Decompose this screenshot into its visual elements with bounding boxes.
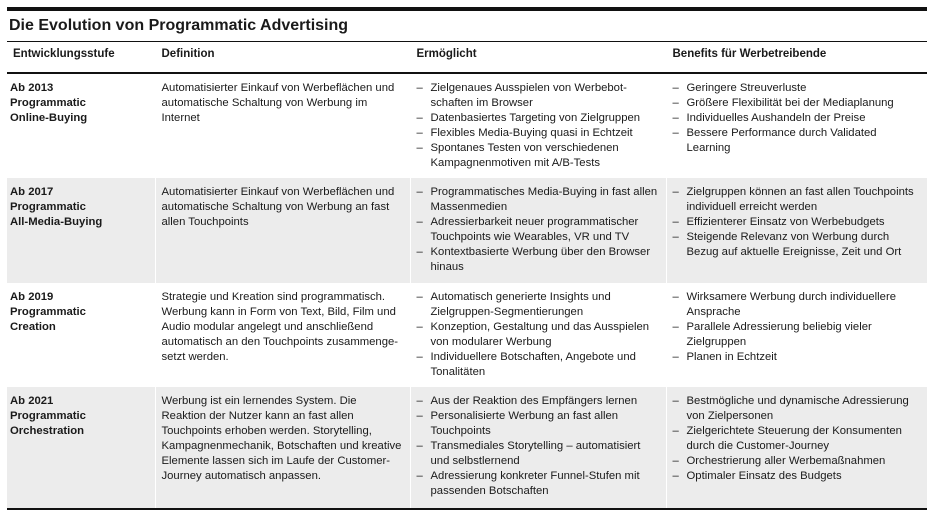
list-item: – Parallele Adressierung beliebig vieler Zielgruppen — [673, 320, 922, 350]
stage-line: Programmatic — [10, 410, 86, 422]
benefits-list — [673, 394, 922, 484]
table-row — [7, 283, 927, 387]
stage-line: Programmatic — [10, 201, 86, 213]
list-item: – Bessere Performance durch Validated Learning — [673, 126, 922, 156]
list-item: – Programmatisches Media-Buying in fast allen Massenmedien — [417, 185, 660, 215]
enables-list — [417, 81, 660, 171]
stage-cell — [7, 387, 155, 508]
definition-cell: Automatisierter Einkauf von Werbeflächen und automatische Schaltung von Werbung im Internet — [155, 73, 410, 178]
list-item: – Spontanes Testen von verschiedenen Kampagnenmotiven mit A/B-Tests — [417, 141, 660, 171]
stage-cell — [7, 73, 155, 178]
benefits-cell — [666, 73, 927, 178]
stage-year: Ab 2013 — [10, 82, 54, 94]
list-item: – Orchestrierung aller Werbemaßnahmen — [673, 454, 922, 469]
stage-line: Programmatic — [10, 97, 86, 109]
list-item: – Aus der Reaktion des Empfängers lernen — [417, 394, 660, 409]
list-item: – Zielgerichtete Steuerung der Konsumenten durch die Customer-Journey — [673, 424, 922, 454]
enables-cell — [410, 178, 666, 283]
list-item: – Adressierung konkreter Funnel-Stufen mit passenden Botschaften — [417, 469, 660, 499]
table-row — [7, 178, 927, 283]
benefits-cell — [666, 283, 927, 387]
list-item: – Wirksamere Werbung durch individuellere Ansprache — [673, 290, 922, 320]
enables-list — [417, 185, 660, 275]
enables-cell — [410, 73, 666, 178]
list-item: – Größere Flexibilität bei der Mediaplanung — [673, 96, 922, 111]
benefits-list — [673, 185, 922, 260]
stage-cell — [7, 178, 155, 283]
table-row — [7, 387, 927, 508]
list-item: – Adressierbarkeit neuer programmatischer Touchpoints wie Wearables, VR und TV — [417, 215, 660, 245]
list-item: – Personalisierte Werbung an fast allen Touchpoints — [417, 409, 660, 439]
benefits-cell — [666, 178, 927, 283]
header-benefits: Benefits für Werbetreibende — [666, 42, 927, 74]
table-header — [7, 42, 927, 74]
list-item: – Automatisch generierte Insights und Zielgruppen-Segmentierungen — [417, 290, 660, 320]
stage-line: Programmatic — [10, 306, 86, 318]
benefits-list — [673, 81, 922, 156]
bottom-rule — [7, 508, 927, 510]
list-item: – Flexibles Media-Buying quasi in Echtzeit — [417, 126, 660, 141]
enables-cell — [410, 283, 666, 387]
header-definition: Definition — [155, 42, 410, 74]
table-row — [7, 73, 927, 178]
stage-cell — [7, 283, 155, 387]
definition-cell: Strategie und Kreation sind programmatisch. Werbung kann in Form von Text, Bild, Film und Audio modular angelegt und anschließend automatisch an den Touchpoints zusammenge-setzt werden. — [155, 283, 410, 387]
list-item: – Individuelles Aushandeln der Preise — [673, 111, 922, 126]
page-title: Die Evolution von Programmatic Advertising — [9, 17, 349, 34]
evolution-table — [7, 41, 927, 508]
benefits-cell — [666, 387, 927, 508]
stage-name: Creation — [10, 321, 56, 333]
list-item: – Kontextbasierte Werbung über den Browser hinaus — [417, 245, 660, 275]
list-item: – Planen in Echtzeit — [673, 350, 922, 365]
definition-cell: Automatisierter Einkauf von Werbeflächen und automatische Schaltung von Werbung an fast allen Touchpoints — [155, 178, 410, 283]
enables-cell — [410, 387, 666, 508]
list-item: – Effizienterer Einsatz von Werbebudgets — [673, 215, 922, 230]
header-stage: Entwicklungsstufe — [7, 42, 155, 74]
stage-name: Online-Buying — [10, 112, 88, 124]
list-item: – Optimaler Einsatz des Budgets — [673, 469, 922, 484]
header-enables: Ermöglicht — [410, 42, 666, 74]
list-item: – Datenbasiertes Targeting von Zielgruppen — [417, 111, 660, 126]
list-item: – Zielgruppen können an fast allen Touchpoints individuell erreicht werden — [673, 185, 922, 215]
stage-year: Ab 2017 — [10, 186, 54, 198]
stage-name: Orchestration — [10, 425, 85, 437]
list-item: – Individuellere Botschaften, Angebote und Tonalitäten — [417, 350, 660, 380]
enables-list — [417, 394, 660, 499]
stage-name: All-Media-Buying — [10, 216, 103, 228]
list-item: – Steigende Relevanz von Werbung durch Bezug auf aktuelle Ereignisse, Zeit und Ort — [673, 230, 922, 260]
list-item: – Zielgenaues Ausspielen von Werbebot-schaften im Browser — [417, 81, 660, 111]
list-item: – Konzeption, Gestaltung und das Ausspielen von modularer Werbung — [417, 320, 660, 350]
stage-year: Ab 2021 — [10, 395, 54, 407]
document — [7, 7, 927, 510]
list-item: – Transmediales Storytelling – automatisiert und selbstlernend — [417, 439, 660, 469]
list-item: – Bestmögliche und dynamische Adressierung von Zielpersonen — [673, 394, 922, 424]
definition-cell: Werbung ist ein lernendes System. Die Reaktion der Nutzer kann an fast allen Touchpoints erhoben werden. Storytelling, Kampagnenmechanik, Botschaften und kreative Elemente lassen sich im Laufe der Customer-Journey automatisch anpassen. — [155, 387, 410, 508]
benefits-list — [673, 290, 922, 365]
list-item: – Geringere Streuverluste — [673, 81, 922, 96]
stage-year: Ab 2019 — [10, 291, 54, 303]
enables-list — [417, 290, 660, 380]
